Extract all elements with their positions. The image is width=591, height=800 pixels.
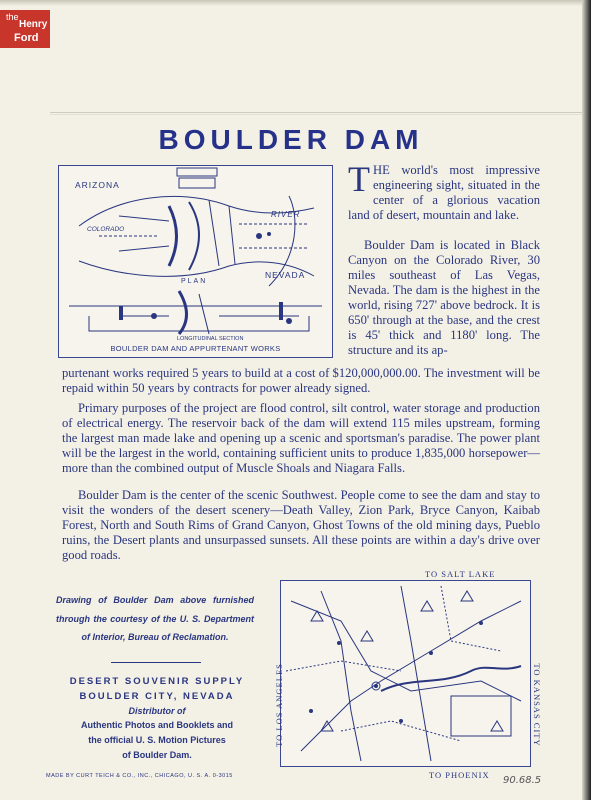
map-direction-east: TO KANSAS CITY: [532, 663, 542, 747]
supplier-role: Distributor of: [128, 706, 186, 716]
intro-text: HE world's most impressive engineering sight, situated in the center of a glorious vacation land of desert, mountain and lake.: [348, 163, 540, 222]
logo-text-the: the: [6, 12, 19, 22]
printer-credit: MADE BY CURT TEICH & CO., INC., CHICAGO, U. S. A. 0-3015: [46, 773, 233, 779]
top-fold: [0, 0, 582, 6]
region-map: [280, 580, 531, 767]
supplier-name: DESERT SOUVENIR SUPPLY: [69, 676, 245, 687]
label-arizona: ARIZONA: [75, 180, 120, 190]
supplier-block: [52, 674, 262, 763]
plan-caption: BOULDER DAM AND APPURTENANT WORKS: [110, 344, 281, 353]
label-nevada: NEVADA: [265, 270, 306, 280]
dam-plan-drawing: [58, 165, 333, 358]
map-direction-south: TO PHOENIX: [429, 770, 490, 780]
drop-cap: T: [348, 159, 370, 199]
courtesy-note: Drawing of Boulder Dam above furnished through the courtesy of the U. S. Department of Interior, Bureau of Reclamation.: [56, 595, 254, 642]
map-direction-north: TO SALT LAKE: [425, 569, 496, 579]
location-paragraph-continued: purtenant works required 5 years to build at a cost of $120,000,000.00. The investment will be repaid within 50 years by contracts for power already signed.: [62, 366, 540, 395]
page-title: BOULDER DAM: [158, 124, 424, 155]
map-illustration: [281, 581, 530, 766]
purpose-paragraph: Primary purposes of the project are flood control, silt control, water storage and production of electrical energy. The reservoir back of the dam will extend 115 miles upstream, forming the largest man made lake and opening up a scenic and sportsman's paradise. The power plant will be the largest in the world, containing sufficient units to produce 1,835,000 horsepower—more than the combined output of Muscle Shoals and Niagara Falls.: [62, 401, 540, 475]
logo-text-henry: Henry: [19, 19, 48, 30]
fold-crease-shadow: [50, 114, 582, 115]
plan-illustration: [59, 166, 332, 357]
scenic-paragraph: Boulder Dam is the center of the scenic Southwest. People come to see the dam and stay to visit the wonders of the desert scenery—Death Valley, Zion Park, Bryce Canyon, Kaibab Forest, North and South Rims of Grand Canyon, Ghost Towns of the old mining days, Pueblo ruins, the Desert plants and unsurpassed sunsets. All these points are within a day's drive over good roads.: [62, 488, 540, 562]
divider-line: [111, 662, 201, 663]
label-section: LONGITUDINAL SECTION: [177, 336, 244, 342]
supplier-line-3: of Boulder Dam.: [122, 750, 192, 760]
label-river: RIVER: [271, 210, 301, 219]
location-paragraph: Boulder Dam is located in Black Canyon on the Colorado River, 30 miles southeast of Las Vegas, Nevada. The dam is the highest in the world, rising 727' above bedrock. It is 650' through at the base, and the crest is 45' thick and 1180' long. The structure and its ap-: [348, 238, 540, 357]
fold-crease: [50, 112, 582, 113]
accession-number: 90.68.5: [503, 775, 542, 786]
label-plan: PLAN: [181, 278, 208, 285]
intro-paragraph: [348, 159, 540, 223]
henry-ford-logo: [0, 10, 50, 48]
label-colorado: COLORADO: [87, 226, 125, 233]
supplier-line-1: Authentic Photos and Booklets and: [80, 720, 233, 730]
logo-text-ford: Ford: [14, 32, 39, 44]
page-edge-shadow: [582, 0, 591, 800]
supplier-line-2: the official U. S. Motion Pictures: [88, 735, 226, 745]
supplier-city: BOULDER CITY, NEVADA: [79, 691, 235, 702]
map-direction-west: TO LOS ANGELES: [274, 663, 284, 747]
